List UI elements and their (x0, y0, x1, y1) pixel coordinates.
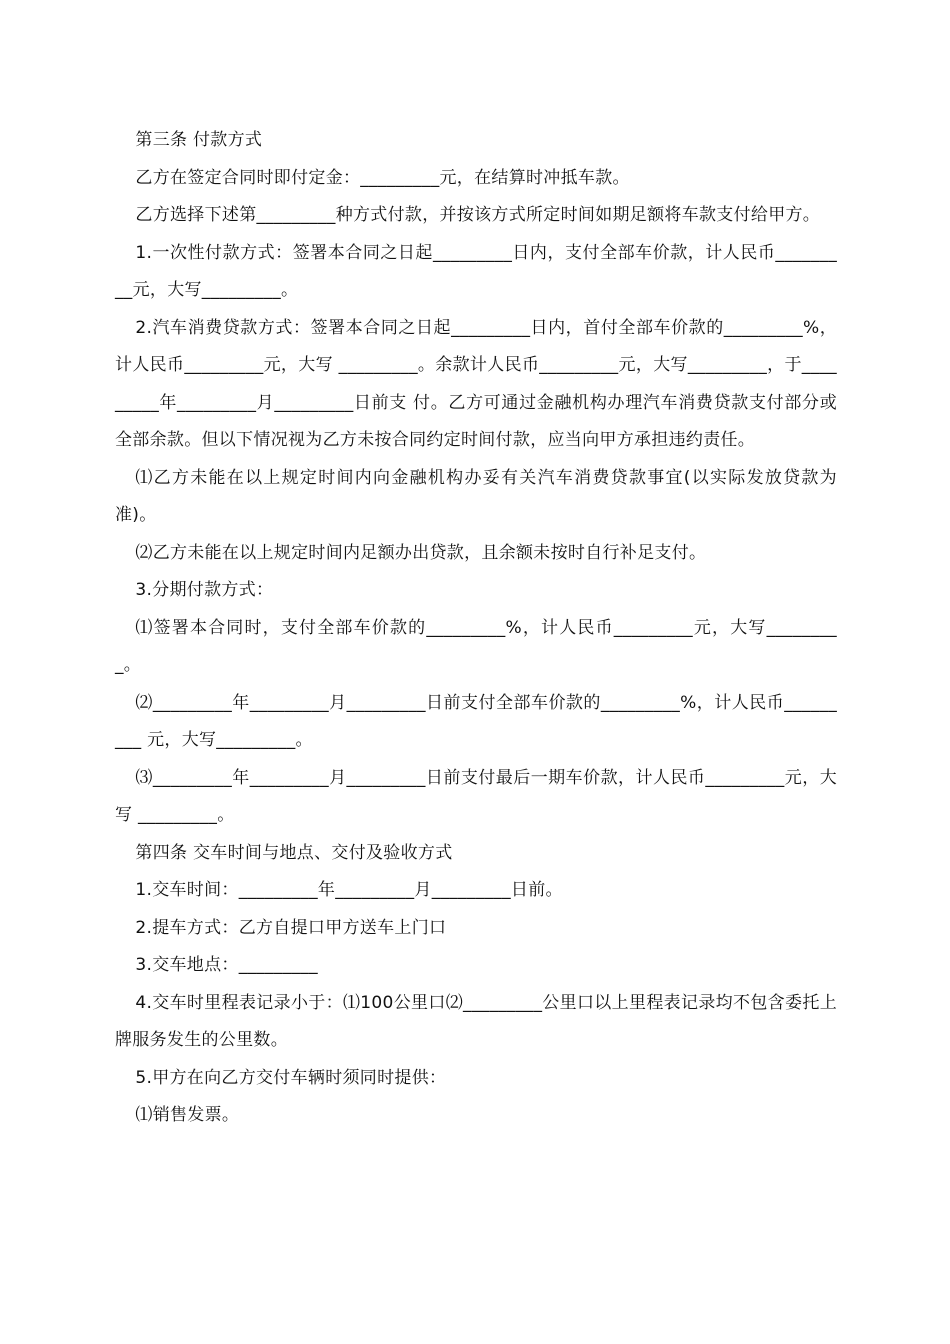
contract-body (115, 122, 837, 1135)
documents-provided: 5.甲方在向乙方交付车辆时须同时提供： (135, 1067, 447, 1088)
section-heading-article-3: 第三条 付款方式 (135, 130, 263, 150)
sales-invoice-item: ⑴销售发票。 (135, 1105, 240, 1125)
installment-3: ⑶_________年_________月_________日前支付最后一期车价款，计人民币_________元，大写 _________。 (115, 767, 837, 825)
auto-loan-payment: 2.汽车消费贷款方式：签署本合同之日起_________日内，首付全部车价款的_________%，计人民币_________元，大写 _________。余款计人民币_________元，大写_________，于_________年_________月_________日前支 付。乙方可通过金融机构办理汽车消费贷款支付部分或全部余款。但以下情况视为乙方未按合同约定时间付款，应当向甲方承担违约责任。 (115, 317, 837, 450)
odometer-clause: 4.交车时里程表记录小于：⑴100公里口⑵_________公里口以上里程表记录均不包含委托上牌服务发生的公里数。 (115, 992, 837, 1050)
loan-condition-1: ⑴乙方未能在以上规定时间内向金融机构办妥有关汽车消费贷款事宜(以实际发放贷款为准)。 (115, 467, 837, 525)
deposit-clause: 乙方在签定合同时即付定金：_________元，在结算时冲抵车款。 (135, 167, 630, 188)
payment-method-choice: 乙方选择下述第_________种方式付款，并按该方式所定时间如期足额将车款支付给甲方。 (135, 205, 821, 225)
pickup-method: 2.提车方式：乙方自提口甲方送车上门口 (135, 917, 447, 938)
delivery-time: 1.交车时间：_________年_________月_________日前。 (135, 880, 563, 900)
installment-payment-heading: 3.分期付款方式： (135, 580, 274, 600)
section-heading-article-4: 第四条 交车时间与地点、交付及验收方式 (135, 842, 453, 863)
loan-condition-2: ⑵乙方未能在以上规定时间内足额办出贷款，且余额未按时自行补足支付。 (135, 542, 707, 563)
delivery-location: 3.交车地点：_________ (135, 955, 318, 975)
installment-2: ⑵_________年_________月_________日前支付全部车价款的_________%，计人民币_________ 元，大写_________。 (115, 692, 837, 750)
lump-sum-payment: 1.一次性付款方式：签署本合同之日起_________日内，支付全部车价款，计人民币_________元，大写_________。 (115, 242, 837, 300)
installment-1: ⑴签署本合同时，支付全部车价款的_________%，计人民币_________元，大写_________。 (115, 617, 837, 675)
